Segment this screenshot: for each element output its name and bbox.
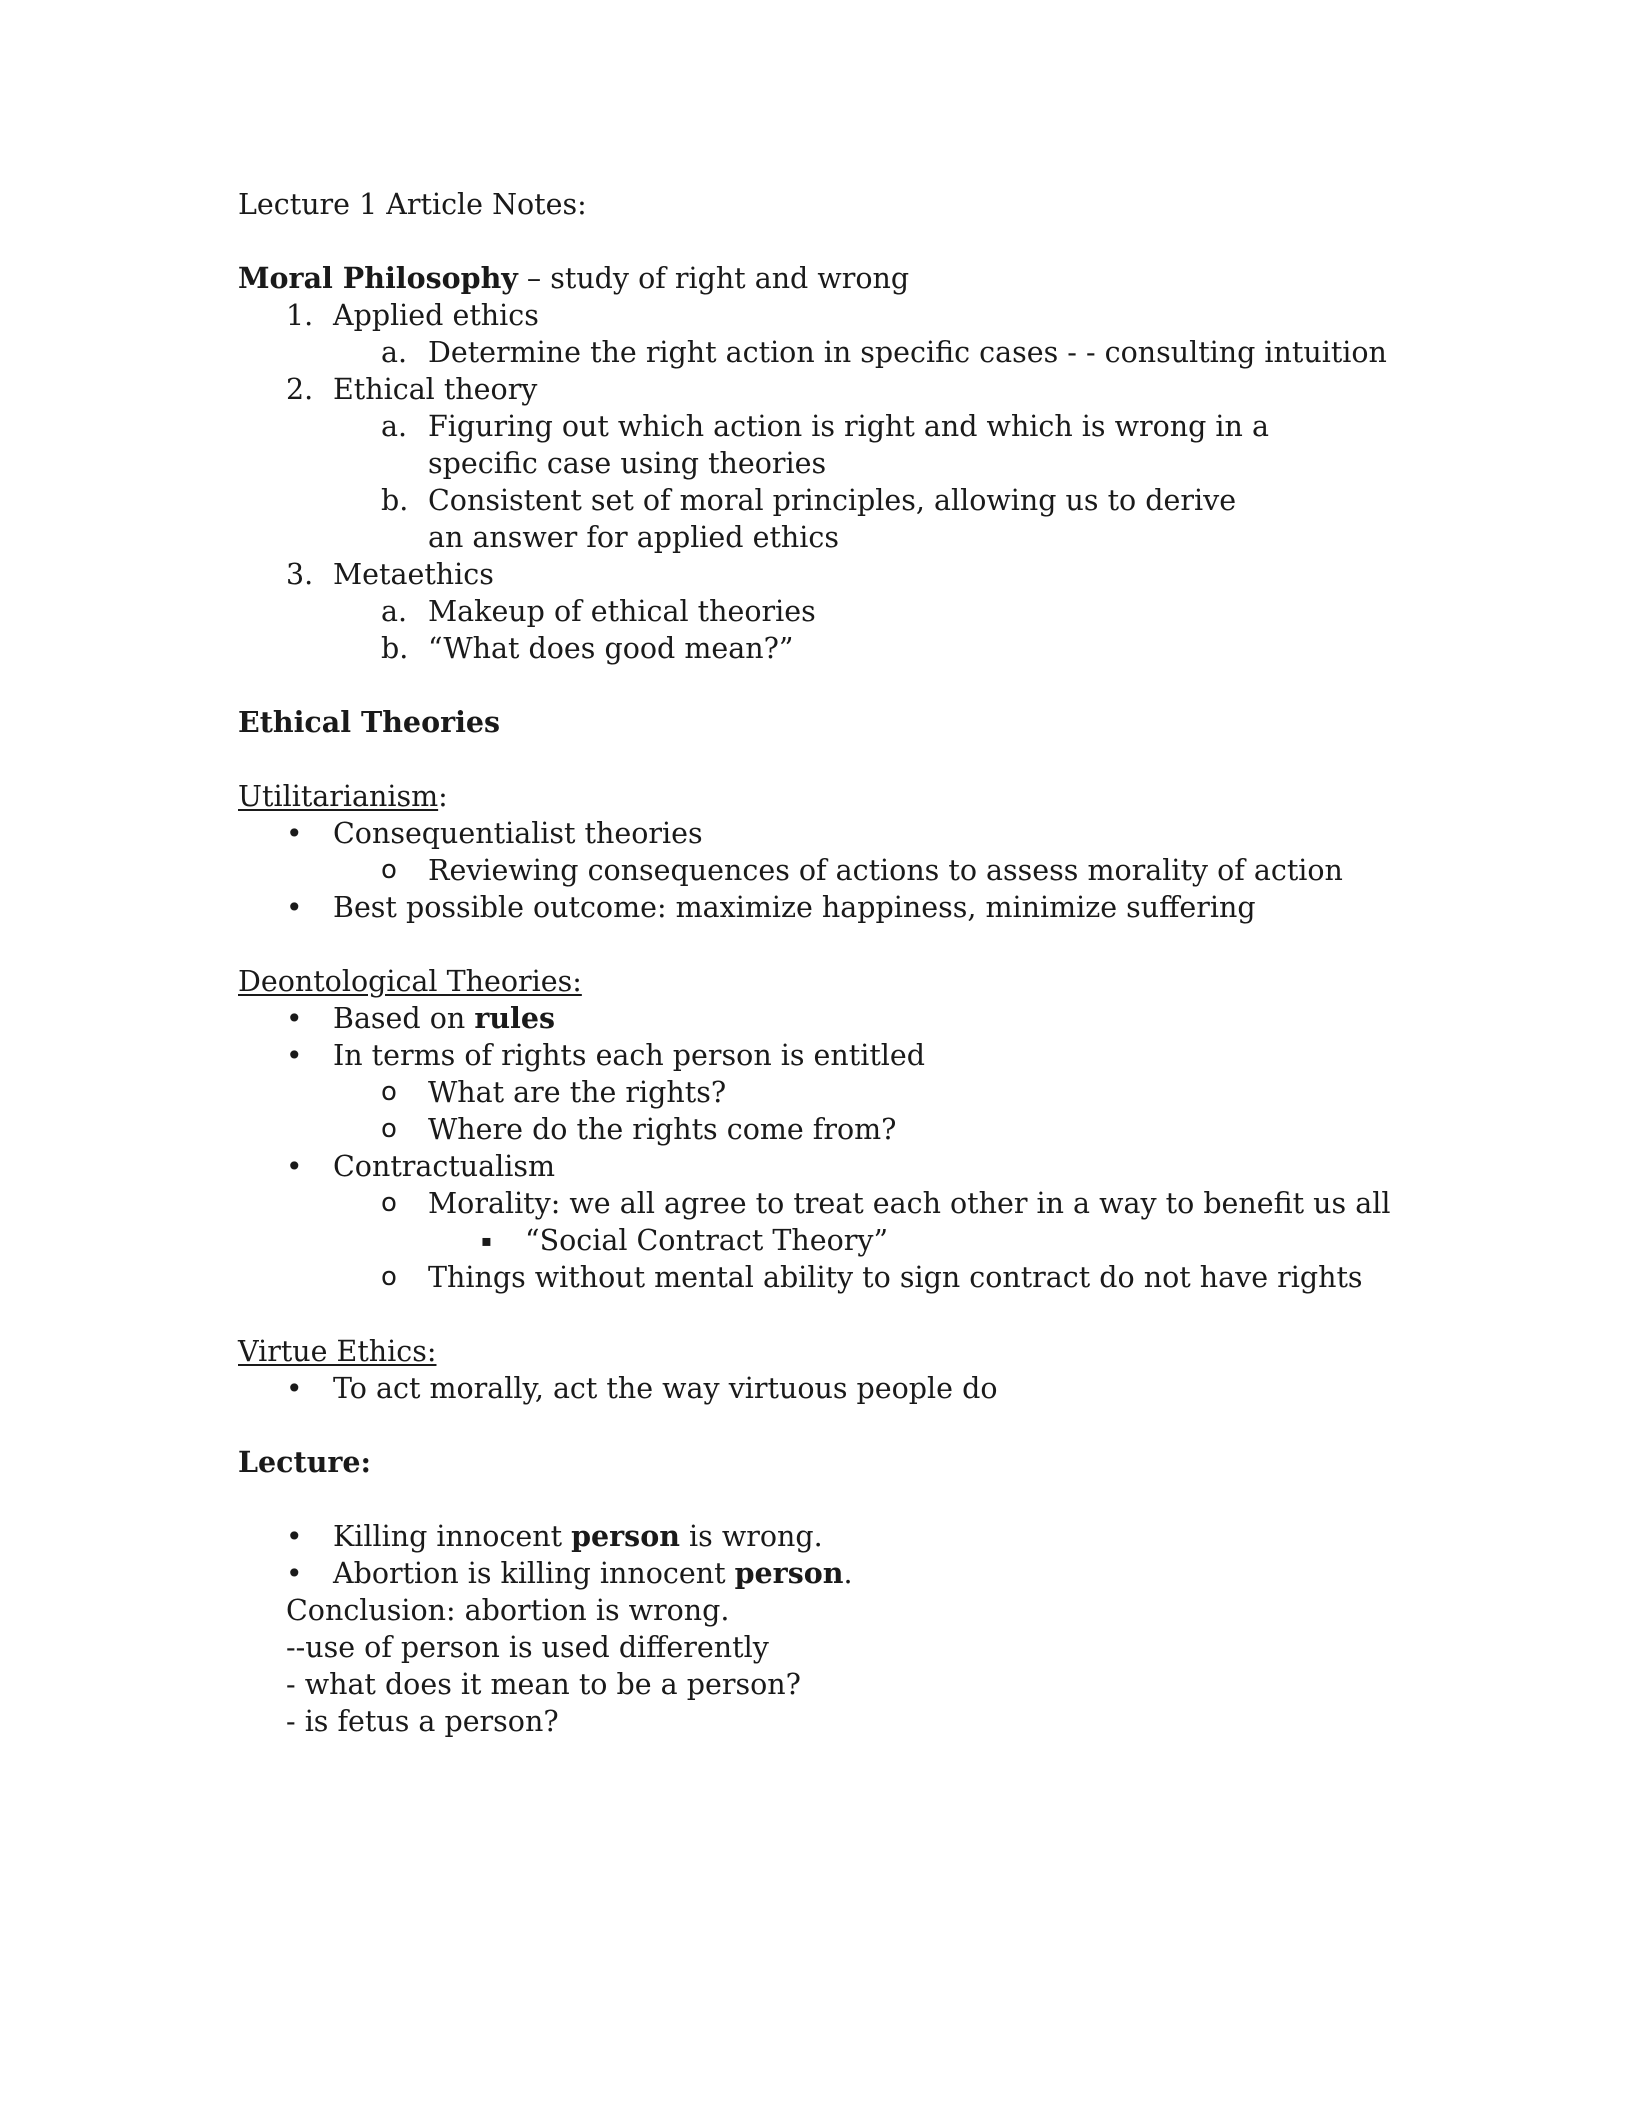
bullet-icon: • — [286, 891, 303, 924]
lettered-item: b. Consistent set of moral principles, allowing us to derive an answer for applied ethics — [381, 484, 1237, 554]
utilitarianism-heading: Utilitarianism: — [238, 780, 448, 813]
circle-bullet-icon: o — [381, 1262, 397, 1292]
document-title: Lecture 1 Article Notes: — [238, 188, 587, 221]
square-bullet-icon: ▪ — [481, 1231, 492, 1250]
sub-bullet-item: o Where do the rights come from? — [381, 1113, 897, 1146]
bullet-item: • In terms of rights each person is entitled — [286, 1039, 926, 1072]
bullet-item: • Consequentialist theories — [286, 817, 703, 850]
bullet-icon: • — [286, 1372, 303, 1405]
lecture-note: --use of person is used differently — [286, 1631, 769, 1664]
deontological-heading: Deontological Theories: — [238, 965, 582, 998]
virtue-ethics-heading: Virtue Ethics: — [238, 1335, 437, 1368]
bullet-icon: • — [286, 1039, 303, 1072]
lecture-note: - what does it mean to be a person? — [286, 1668, 801, 1701]
numbered-item: 3. Metaethics — [286, 558, 494, 591]
circle-bullet-icon: o — [381, 1188, 397, 1218]
bullet-item: • Contractualism — [286, 1150, 556, 1183]
lecture-note: - is fetus a person? — [286, 1705, 559, 1738]
lecture-heading: Lecture: — [238, 1445, 372, 1479]
sub-sub-bullet-item: ▪ “Social Contract Theory” — [481, 1224, 889, 1257]
bullet-item: • Based on rules — [286, 1001, 556, 1035]
conclusion-line: Conclusion: abortion is wrong. — [286, 1594, 730, 1627]
bullet-icon: • — [286, 817, 303, 850]
lettered-item: a. Makeup of ethical theories — [381, 595, 816, 628]
numbered-item: 2. Ethical theory — [286, 373, 538, 406]
sub-bullet-item: o Reviewing consequences of actions to assess morality of action — [381, 854, 1343, 887]
lettered-item: a. Figuring out which action is right and which is wrong in a specific case using theories — [381, 410, 1269, 480]
ethical-theories-heading: Ethical Theories — [238, 705, 501, 739]
bullet-icon: • — [286, 1002, 303, 1035]
moral-philosophy-term: Moral Philosophy — [238, 261, 518, 295]
circle-bullet-icon: o — [381, 855, 397, 885]
lettered-item: a. Determine the right action in specific cases - - consulting intuition — [381, 336, 1387, 369]
bullet-icon: • — [286, 1150, 303, 1183]
bullet-item: • Abortion is killing innocent person. — [286, 1556, 853, 1590]
sub-bullet-item: o Things without mental ability to sign contract do not have rights — [381, 1261, 1363, 1294]
bullet-icon: • — [286, 1557, 303, 1590]
bullet-item: • Killing innocent person is wrong. — [286, 1519, 823, 1553]
circle-bullet-icon: o — [381, 1077, 397, 1107]
bullet-icon: • — [286, 1520, 303, 1553]
numbered-item: 1. Applied ethics — [286, 299, 539, 332]
moral-philosophy-line — [238, 260, 1418, 297]
moral-philosophy-definition: – study of right and wrong — [517, 262, 910, 295]
sub-bullet-item: o What are the rights? — [381, 1076, 727, 1109]
sub-bullet-item: o Morality: we all agree to treat each other in a way to benefit us all — [381, 1187, 1391, 1220]
lettered-item: b. “What does good mean?” — [381, 632, 794, 665]
notes-body — [238, 186, 1418, 1740]
circle-bullet-icon: o — [381, 1114, 397, 1144]
bullet-item: • Best possible outcome: maximize happiness, minimize suffering — [286, 891, 1256, 924]
bullet-item: • To act morally, act the way virtuous people do — [286, 1372, 998, 1405]
